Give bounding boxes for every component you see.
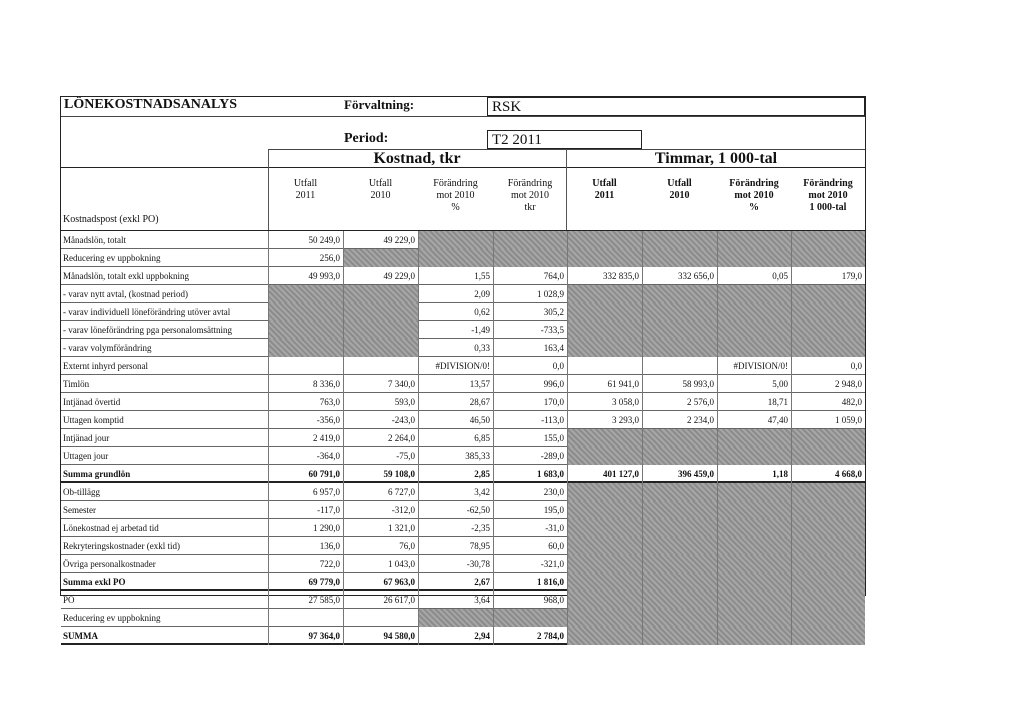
- value-cell: [567, 231, 642, 249]
- value-cell: [642, 249, 717, 267]
- value-cell: 3 293,0: [567, 411, 642, 429]
- value-cell: 2,09: [418, 285, 493, 303]
- value-cell: 763,0: [268, 393, 343, 411]
- value-cell: [642, 609, 717, 627]
- table-row: [61, 447, 865, 465]
- value-cell: 155,0: [493, 429, 567, 447]
- value-cell: [343, 321, 418, 339]
- value-cell: 1 028,9: [493, 285, 567, 303]
- table-row: [61, 321, 865, 339]
- value-cell: [717, 591, 791, 609]
- value-cell: 6 957,0: [268, 483, 343, 501]
- row-label: Timlön: [63, 379, 90, 389]
- value-cell: [717, 231, 791, 249]
- value-cell: -117,0: [268, 501, 343, 519]
- value-cell: [268, 357, 343, 375]
- value-cell: [493, 231, 567, 249]
- value-cell: [717, 483, 791, 501]
- value-cell: 256,0: [268, 249, 343, 267]
- table-row: [61, 249, 865, 267]
- value-cell: 2,67: [418, 573, 493, 591]
- value-cell: [791, 285, 865, 303]
- row-header-label: Kostnadspost (exkl PO): [63, 214, 159, 225]
- table-row: [61, 429, 865, 447]
- value-cell: 305,2: [493, 303, 567, 321]
- value-cell: [567, 339, 642, 357]
- col-header-hours-utfall-2010: Utfall 2010: [667, 178, 692, 201]
- value-cell: 8 336,0: [268, 375, 343, 393]
- value-cell: 2,85: [418, 465, 493, 483]
- value-cell: 2 234,0: [642, 411, 717, 429]
- value-cell: [642, 285, 717, 303]
- value-cell: 179,0: [791, 267, 865, 285]
- value-cell: 593,0: [343, 393, 418, 411]
- value-cell: 46,50: [418, 411, 493, 429]
- group-header-kostnad: Kostnad, tkr: [373, 150, 461, 167]
- col-header-hours-change-pct: Förändring mot 2010 %: [729, 178, 779, 213]
- value-cell: 3,64: [418, 591, 493, 609]
- value-cell: [717, 627, 791, 645]
- value-cell: [268, 321, 343, 339]
- value-cell: 482,0: [791, 393, 865, 411]
- value-cell: [717, 339, 791, 357]
- forvaltning-label: Förvaltning:: [344, 97, 415, 112]
- value-cell: [343, 339, 418, 357]
- value-cell: [418, 249, 493, 267]
- value-cell: 69 779,0: [268, 573, 343, 591]
- value-cell: [791, 501, 865, 519]
- value-cell: 6 727,0: [343, 483, 418, 501]
- col-header-utfall-2010: Utfall 2010: [368, 178, 393, 201]
- group-header-timmar: Timmar, 1 000-tal: [654, 150, 778, 167]
- col-header-utfall-2011: Utfall 2011: [293, 178, 318, 201]
- value-cell: [642, 357, 717, 375]
- table-row: [61, 591, 865, 609]
- value-cell: [642, 321, 717, 339]
- value-cell: [567, 501, 642, 519]
- table-row: [61, 537, 865, 555]
- value-cell: 1 043,0: [343, 555, 418, 573]
- value-cell: [567, 573, 642, 591]
- value-cell: 59 108,0: [343, 465, 418, 483]
- value-cell: [567, 285, 642, 303]
- value-cell: [418, 231, 493, 249]
- row-label: Summa exkl PO: [63, 577, 126, 587]
- value-cell: [642, 483, 717, 501]
- table-row: [61, 411, 865, 429]
- col-header-change-pct: Förändring mot 2010 %: [433, 178, 478, 213]
- value-cell: -1,49: [418, 321, 493, 339]
- value-cell: 78,95: [418, 537, 493, 555]
- table-row: [61, 339, 865, 357]
- row-label: - varav nytt avtal, (kostnad period): [63, 289, 188, 299]
- value-cell: -243,0: [343, 411, 418, 429]
- value-cell: [791, 555, 865, 573]
- value-cell: -30,78: [418, 555, 493, 573]
- value-cell: [791, 627, 865, 645]
- row-label: Reducering ev uppbokning: [63, 613, 161, 623]
- value-cell: [642, 627, 717, 645]
- row-label: SUMMA: [63, 631, 98, 641]
- table-row: [61, 501, 865, 519]
- table-row: [61, 609, 865, 627]
- row-label: PO: [63, 595, 75, 605]
- salary-cost-analysis-sheet: [60, 96, 866, 641]
- value-cell: 2,94: [418, 627, 493, 645]
- value-cell: [791, 483, 865, 501]
- value-cell: 50 249,0: [268, 231, 343, 249]
- value-cell: 47,40: [717, 411, 791, 429]
- row-label: Reducering ev uppbokning: [63, 253, 161, 263]
- value-cell: [567, 627, 642, 645]
- value-cell: [343, 285, 418, 303]
- value-cell: 2 576,0: [642, 393, 717, 411]
- value-cell: 2 264,0: [343, 429, 418, 447]
- value-cell: #DIVISION/0!: [418, 357, 493, 375]
- table-row: [61, 357, 865, 375]
- value-cell: [567, 357, 642, 375]
- value-cell: [642, 591, 717, 609]
- row-label: Månadslön, totalt: [63, 235, 126, 245]
- value-cell: [567, 303, 642, 321]
- value-cell: [343, 303, 418, 321]
- value-cell: [717, 519, 791, 537]
- value-cell: [567, 483, 642, 501]
- col-header-change-tkr: Förändring mot 2010 tkr: [507, 178, 553, 213]
- value-cell: 27 585,0: [268, 591, 343, 609]
- row-label: - varav löneförändring pga personalomsättning: [63, 325, 232, 335]
- value-cell: 97 364,0: [268, 627, 343, 645]
- value-cell: 195,0: [493, 501, 567, 519]
- value-cell: [642, 339, 717, 357]
- value-cell: 26 617,0: [343, 591, 418, 609]
- value-cell: [642, 573, 717, 591]
- row-label: Semester: [63, 505, 96, 515]
- value-cell: 2 948,0: [791, 375, 865, 393]
- value-cell: [642, 303, 717, 321]
- value-cell: [717, 573, 791, 591]
- value-cell: 67 963,0: [343, 573, 418, 591]
- value-cell: [567, 321, 642, 339]
- value-cell: 5,00: [717, 375, 791, 393]
- value-cell: -733,5: [493, 321, 567, 339]
- value-cell: [717, 303, 791, 321]
- value-cell: [642, 231, 717, 249]
- value-cell: [567, 447, 642, 465]
- value-cell: 13,57: [418, 375, 493, 393]
- value-cell: [418, 609, 493, 627]
- value-cell: 76,0: [343, 537, 418, 555]
- value-cell: [717, 447, 791, 465]
- value-cell: 136,0: [268, 537, 343, 555]
- row-label: Intjänad jour: [63, 433, 110, 443]
- value-cell: 230,0: [493, 483, 567, 501]
- table-row: [61, 267, 865, 285]
- row-label: Lönekostnad ej arbetad tid: [63, 523, 159, 533]
- value-cell: -321,0: [493, 555, 567, 573]
- value-cell: 94 580,0: [343, 627, 418, 645]
- value-cell: [268, 609, 343, 627]
- value-cell: 722,0: [268, 555, 343, 573]
- forvaltning-value: RSK: [487, 97, 865, 116]
- row-label: Uttagen jour: [63, 451, 109, 461]
- col-header-hours-utfall-2011: Utfall 2011: [592, 178, 617, 201]
- value-cell: [268, 303, 343, 321]
- value-cell: [791, 609, 865, 627]
- value-cell: 2 784,0: [493, 627, 567, 645]
- value-cell: [567, 537, 642, 555]
- value-cell: [717, 429, 791, 447]
- value-cell: #DIVISION/0!: [717, 357, 791, 375]
- value-cell: 1 816,0: [493, 573, 567, 591]
- value-cell: 396 459,0: [642, 465, 717, 483]
- value-cell: 7 340,0: [343, 375, 418, 393]
- value-cell: [791, 537, 865, 555]
- sheet-title: LÖNEKOSTNADSANALYS: [64, 97, 237, 112]
- value-cell: 4 668,0: [791, 465, 865, 483]
- table-row: [61, 555, 865, 573]
- value-cell: 0,05: [717, 267, 791, 285]
- value-cell: [567, 429, 642, 447]
- value-cell: 332 835,0: [567, 267, 642, 285]
- table-row: [61, 573, 865, 591]
- table-row: [61, 285, 865, 303]
- value-cell: [567, 609, 642, 627]
- value-cell: [642, 501, 717, 519]
- value-cell: 61 941,0: [567, 375, 642, 393]
- col-header-hours-change-abs: Förändring mot 2010 1 000-tal: [803, 178, 853, 213]
- value-cell: 3 058,0: [567, 393, 642, 411]
- value-cell: 1 059,0: [791, 411, 865, 429]
- value-cell: [493, 609, 567, 627]
- value-cell: [791, 339, 865, 357]
- value-cell: 968,0: [493, 591, 567, 609]
- value-cell: [717, 537, 791, 555]
- period-label: Period:: [344, 131, 389, 146]
- value-cell: 332 656,0: [642, 267, 717, 285]
- row-label: - varav individuell löneförändring utöver avtal: [63, 307, 231, 317]
- value-cell: [791, 429, 865, 447]
- value-cell: -62,50: [418, 501, 493, 519]
- value-cell: [791, 591, 865, 609]
- value-cell: -356,0: [268, 411, 343, 429]
- row-label: - varav volymförändring: [63, 343, 152, 353]
- value-cell: [268, 285, 343, 303]
- value-cell: [717, 609, 791, 627]
- value-cell: [567, 555, 642, 573]
- value-cell: 1,55: [418, 267, 493, 285]
- value-cell: [642, 429, 717, 447]
- value-cell: -289,0: [493, 447, 567, 465]
- value-cell: 385,33: [418, 447, 493, 465]
- value-cell: 28,67: [418, 393, 493, 411]
- value-cell: 60 791,0: [268, 465, 343, 483]
- value-cell: -312,0: [343, 501, 418, 519]
- table-row: [61, 303, 865, 321]
- table-row: [61, 231, 865, 249]
- row-label: Ob-tillägg: [63, 487, 100, 497]
- value-cell: 0,33: [418, 339, 493, 357]
- value-cell: [791, 321, 865, 339]
- value-cell: [791, 447, 865, 465]
- row-label: Uttagen komptid: [63, 415, 124, 425]
- value-cell: 996,0: [493, 375, 567, 393]
- value-cell: [791, 573, 865, 591]
- value-cell: [343, 609, 418, 627]
- value-cell: [642, 537, 717, 555]
- value-cell: [791, 249, 865, 267]
- value-cell: [493, 249, 567, 267]
- value-cell: 170,0: [493, 393, 567, 411]
- value-cell: -113,0: [493, 411, 567, 429]
- value-cell: 764,0: [493, 267, 567, 285]
- value-cell: -2,35: [418, 519, 493, 537]
- value-cell: [717, 249, 791, 267]
- value-cell: 0,0: [493, 357, 567, 375]
- table-row: [61, 465, 865, 483]
- row-label: Summa grundlön: [63, 469, 131, 479]
- value-cell: 1 290,0: [268, 519, 343, 537]
- row-label: Månadslön, totalt exkl uppbokning: [63, 271, 189, 281]
- value-cell: [567, 591, 642, 609]
- value-cell: [791, 231, 865, 249]
- value-cell: [642, 447, 717, 465]
- value-cell: 49 229,0: [343, 267, 418, 285]
- value-cell: [717, 555, 791, 573]
- row-label: Externt inhyrd personal: [63, 361, 148, 371]
- value-cell: 49 229,0: [343, 231, 418, 249]
- value-cell: 163,4: [493, 339, 567, 357]
- value-cell: 2 419,0: [268, 429, 343, 447]
- value-cell: 58 993,0: [642, 375, 717, 393]
- row-label: Intjänad övertid: [63, 397, 121, 407]
- value-cell: 3,42: [418, 483, 493, 501]
- value-cell: 0,62: [418, 303, 493, 321]
- value-cell: [717, 501, 791, 519]
- value-cell: [717, 321, 791, 339]
- value-cell: [268, 339, 343, 357]
- table-row: [61, 393, 865, 411]
- value-cell: 401 127,0: [567, 465, 642, 483]
- value-cell: 18,71: [717, 393, 791, 411]
- value-cell: 1 683,0: [493, 465, 567, 483]
- table-row: [61, 375, 865, 393]
- value-cell: [567, 519, 642, 537]
- value-cell: [343, 357, 418, 375]
- table-row: [61, 519, 865, 537]
- value-cell: [642, 519, 717, 537]
- value-cell: 1 321,0: [343, 519, 418, 537]
- value-cell: [791, 519, 865, 537]
- value-cell: -75,0: [343, 447, 418, 465]
- row-label: Rekryteringskostnader (exkl tid): [63, 541, 180, 551]
- value-cell: -364,0: [268, 447, 343, 465]
- value-cell: 49 993,0: [268, 267, 343, 285]
- value-cell: 6,85: [418, 429, 493, 447]
- value-cell: -31,0: [493, 519, 567, 537]
- value-cell: [791, 303, 865, 321]
- value-cell: [343, 249, 418, 267]
- value-cell: [642, 555, 717, 573]
- value-cell: [567, 249, 642, 267]
- row-label: Övriga personalkostnader: [63, 559, 156, 569]
- table-row: [61, 483, 865, 501]
- value-cell: 1,18: [717, 465, 791, 483]
- value-cell: 60,0: [493, 537, 567, 555]
- table-row: [61, 627, 865, 645]
- period-value: T2 2011: [487, 130, 642, 149]
- value-cell: [717, 285, 791, 303]
- value-cell: 0,0: [791, 357, 865, 375]
